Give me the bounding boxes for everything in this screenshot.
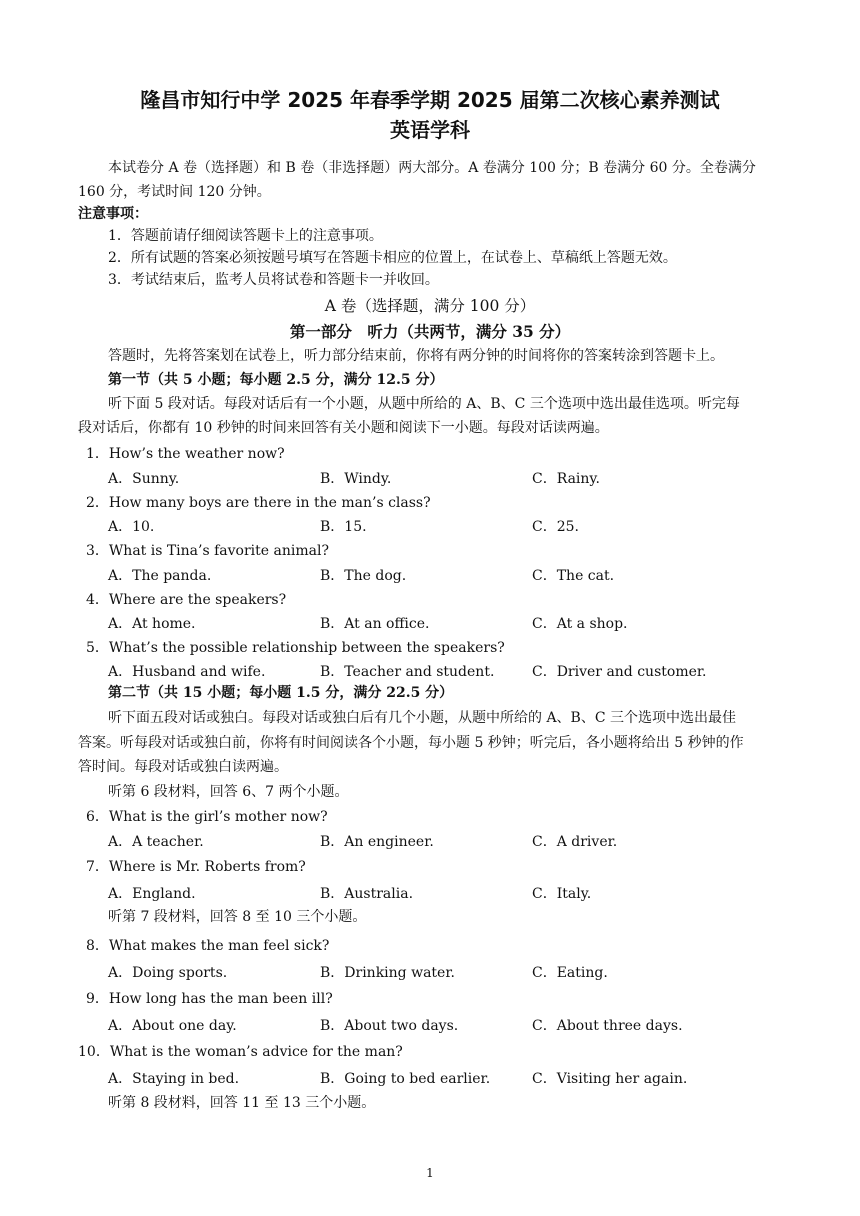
question-10-option-a: A．Staying in bed. — [108, 1071, 240, 1087]
material-7-instruction: 听第 7 段材料，回答 8 至 10 三个小题。 — [108, 909, 367, 925]
section-2-instruction-line-1: 听下面五段对话或独白。每段对话或独白后有几个小题，从题中所给的 A、B、C 三个选项中选出最佳 — [108, 710, 737, 726]
question-4-option-b: B．At an office. — [320, 616, 430, 632]
question-7-option-a: A．England. — [108, 886, 196, 902]
question-3: 3．What is Tina’s favorite animal? — [86, 543, 329, 559]
emphasis-dotted-text: 答题卡 · · · · — [243, 228, 285, 244]
part-1-title: 第一部分 听力（共两节，满分 35 分） — [289, 322, 571, 341]
exam-subject: 英语学科 — [390, 118, 470, 142]
material-8-instruction: 听第 8 段材料，回答 11 至 13 三个小题。 — [108, 1095, 376, 1111]
page-number: 1 — [426, 1166, 434, 1180]
question-7-option-c: C．Italy. — [532, 886, 592, 902]
intro-line-2: 160 分，考试时间 120 分钟。 — [78, 184, 271, 200]
question-1-option-c: C．Rainy. — [532, 471, 600, 487]
section-2-instruction-line-3: 答时间。每段对话或独白读两遍。 — [78, 759, 288, 775]
exam-title: 隆昌市知行中学 2025 年春季学期 2025 届第二次核心素养测试 — [140, 88, 720, 112]
notes-item-1 — [108, 226, 383, 246]
question-3-option-a: A．The panda. — [108, 568, 212, 584]
question-5-option-b: B．Teacher and student. — [320, 664, 495, 680]
notes-item-1-part-c: 上的注意事项。 — [284, 228, 383, 244]
section-1-title: 第一节（共 5 小题；每小题 2.5 分，满分 12.5 分） — [108, 372, 444, 388]
question-10: 10．What is the woman’s advice for the man? — [78, 1044, 403, 1060]
question-9-option-b: B．About two days. — [320, 1018, 459, 1034]
question-10-option-c: C．Visiting her again. — [532, 1071, 688, 1087]
notes-item-3: 3．考试结束后，监考人员将试卷和答题卡一并收回。 — [108, 272, 439, 288]
intro-line-1: 本试卷分 A 卷（选择题）和 B 卷（非选择题）两大部分。A 卷满分 100 分；B 卷满分 60 分。全卷满分 — [108, 160, 756, 176]
question-9: 9．How long has the man been ill? — [86, 991, 333, 1007]
question-5: 5．What’s the possible relationship between the speakers? — [86, 640, 505, 656]
question-2-option-b: B．15. — [320, 519, 367, 535]
question-6-option-a: A．A teacher. — [108, 834, 204, 850]
part-1-instruction: 答题时，先将答案划在试卷上，听力部分结束前，你将有两分钟的时间将你的答案转涂到答题卡上。 — [108, 348, 724, 364]
question-8-option-a: A．Doing sports. — [108, 965, 228, 981]
question-3-option-c: C．The cat. — [532, 568, 615, 584]
question-6-option-b: B．An engineer. — [320, 834, 434, 850]
notes-item-1-part-a: 1．答题前请仔细阅读 — [108, 228, 243, 244]
question-4-option-c: C．At a shop. — [532, 616, 628, 632]
question-1-option-b: B．Windy. — [320, 471, 392, 487]
material-6-instruction: 听第 6 段材料，回答 6、7 两个小题。 — [108, 784, 349, 800]
question-3-option-b: B．The dog. — [320, 568, 407, 584]
question-9-option-c: C．About three days. — [532, 1018, 683, 1034]
section-1-instruction-line-1: 听下面 5 段对话。每段对话后有一个小题，从题中所给的 A、B、C 三个选项中选出最佳选项。听完每 — [108, 396, 740, 412]
question-9-option-a: A．About one day. — [108, 1018, 237, 1034]
question-6-option-c: C．A driver. — [532, 834, 618, 850]
question-4-option-a: A．At home. — [108, 616, 196, 632]
question-8-option-c: C．Eating. — [532, 965, 608, 981]
notes-item-2: 2．所有试题的答案必须按题号填写在答题卡相应的位置上，在试卷上、草稿纸上答题无效。 — [108, 250, 677, 266]
section-2-title: 第二节（共 15 小题；每小题 1.5 分，满分 22.5 分） — [108, 685, 454, 701]
section-a-title: A 卷（选择题，满分 100 分） — [324, 297, 536, 315]
question-8: 8．What makes the man feel sick? — [86, 938, 330, 954]
question-10-option-b: B．Going to bed earlier. — [320, 1071, 491, 1087]
question-8-option-b: B．Drinking water. — [320, 965, 455, 981]
question-6: 6．What is the girl’s mother now? — [86, 809, 328, 825]
question-7: 7．Where is Mr. Roberts from? — [86, 859, 306, 875]
question-2-option-c: C．25. — [532, 519, 579, 535]
question-2-option-a: A．10. — [108, 519, 155, 535]
question-1: 1．How’s the weather now? — [86, 446, 285, 462]
question-1-option-a: A．Sunny. — [108, 471, 180, 487]
section-1-instruction-line-2: 段对话后，你都有 10 秒钟的时间来回答有关小题和阅读下一小题。每段对话读两遍。 — [78, 420, 609, 436]
question-5-option-c: C．Driver and customer. — [532, 664, 707, 680]
question-5-option-a: A．Husband and wife. — [108, 664, 266, 680]
notes-heading: 注意事项： — [78, 206, 148, 222]
section-2-instruction-line-2: 答案。听每段对话或独白前，你将有时间阅读各个小题，每小题 5 秒钟；听完后，各小题将给出 5 秒钟的作 — [78, 735, 744, 751]
question-7-option-b: B．Australia. — [320, 886, 414, 902]
question-2: 2．How many boys are there in the man’s class? — [86, 495, 431, 511]
question-4: 4．Where are the speakers? — [86, 592, 287, 608]
